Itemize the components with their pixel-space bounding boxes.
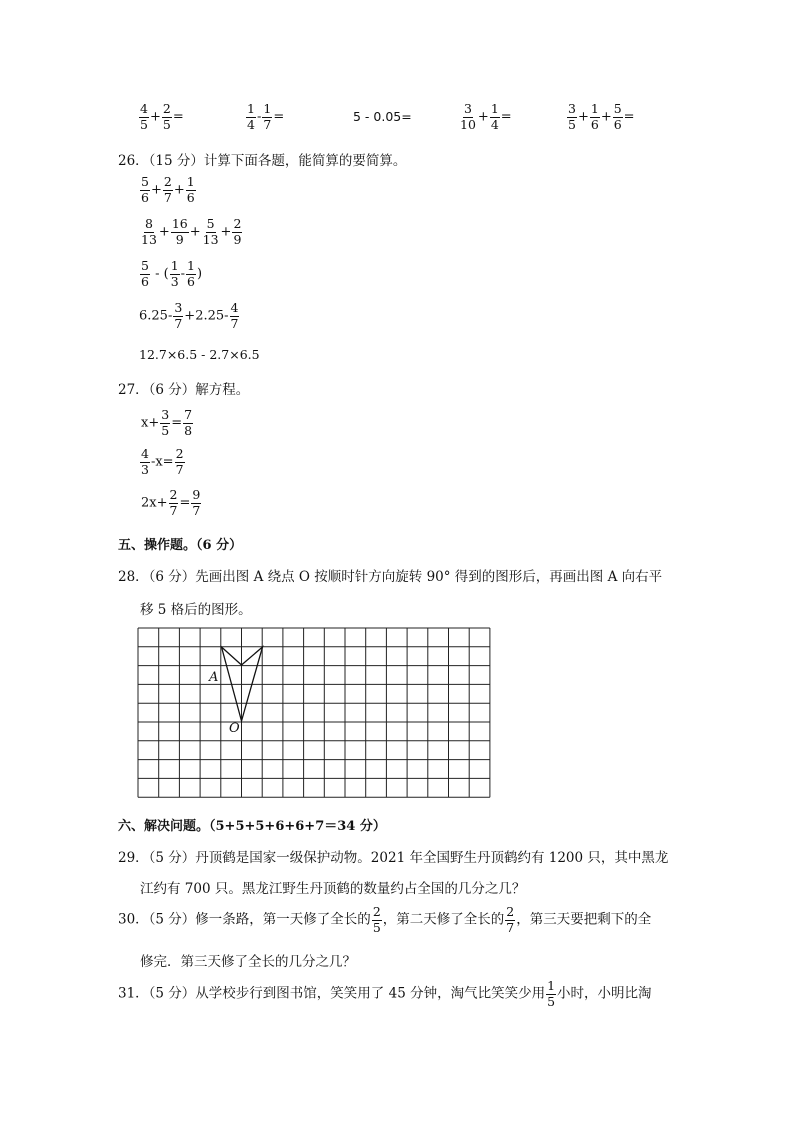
expr-5: $\frac{3}{5}$ + $\frac{1}{6}$ + $\frac{5}{6}$ = — [568, 101, 635, 132]
q27-title: 27．（6 分）解方程。 — [118, 382, 250, 398]
q27-line-2: $\frac{4}{3}$ -x= $\frac{2}{7}$ — [141, 446, 184, 477]
q28-line-2: 移 5 格后的图形。 — [140, 602, 252, 618]
expr-1: $\frac{4}{5}$ + $\frac{2}{5}$ = — [140, 101, 184, 132]
section-6-heading: 六、解决问题。（5+5+5+6+6+7＝34 分） — [118, 819, 386, 834]
q30-line-1: 30．（5 分）修一条路，第一天修了全长的 $\frac{2}{5}$ ，第二天修了全长的 $\frac{2}{7}$ ，第三天要把剩下的全 — [118, 904, 652, 935]
q26-line-3: $\frac{5}{6}$ - ( $\frac{1}{3}$ - $\frac{1}{6}$ ) — [141, 258, 203, 289]
section-5-heading: 五、操作题。（6 分） — [118, 538, 243, 553]
expr-2: $\frac{1}{4}$ - $\frac{1}{7}$ = — [247, 101, 285, 132]
q27-line-3: 2x+ $\frac{2}{7}$ = $\frac{9}{7}$ — [141, 487, 201, 518]
q26-line-1: $\frac{5}{6}$ + $\frac{2}{7}$ + $\frac{1}{6}$ — [141, 174, 195, 205]
grid-figure — [137, 627, 493, 807]
q26-line-4: 6.25- $\frac{3}{7}$ +2.25- $\frac{4}{7}$ — [139, 300, 239, 331]
label-o: O — [229, 721, 240, 736]
q29-line-2: 江约有 700 只。黑龙江野生丹顶鹤的数量约占全国的几分之几？ — [140, 881, 526, 897]
q28-line-1: 28．（6 分）先画出图 A 绕点 O 按顺时针方向旋转 90° 得到的图形后，再画出图 A 向右平 — [118, 569, 663, 585]
grid-lines — [138, 628, 490, 797]
q26-line-2: $\frac{8}{13}$ + $\frac{16}{9}$ + $\frac{5}{13}$ + $\frac{2}{9}$ — [141, 216, 242, 247]
q30-line-2: 修完．第三天修了全长的几分之几？ — [140, 954, 356, 970]
expr-4: $\frac{3}{10}$ + $\frac{1}{4}$ = — [460, 101, 512, 132]
expr-3: 5 - 0.05= — [353, 109, 412, 124]
q29-line-1: 29．（5 分）丹顶鹤是国家一级保护动物。2021 年全国野生丹顶鹤约有 1200 只，其中黑龙 — [118, 850, 669, 866]
q31-line-1: 31．（5 分）从学校步行到图书馆，笑笑用了 45 分钟，淘气比笑笑少用 $\frac{1}{5}$ 小时，小明比淘 — [118, 978, 652, 1009]
q26-line-5: 12.7×6.5 - 2.7×6.5 — [139, 347, 260, 362]
q26-title: 26．（15 分）计算下面各题，能简算的要简算。 — [118, 153, 407, 169]
q27-line-1: x+ $\frac{3}{5}$ = $\frac{7}{8}$ — [141, 407, 193, 438]
label-a: A — [209, 670, 219, 685]
grid-svg — [137, 627, 493, 803]
